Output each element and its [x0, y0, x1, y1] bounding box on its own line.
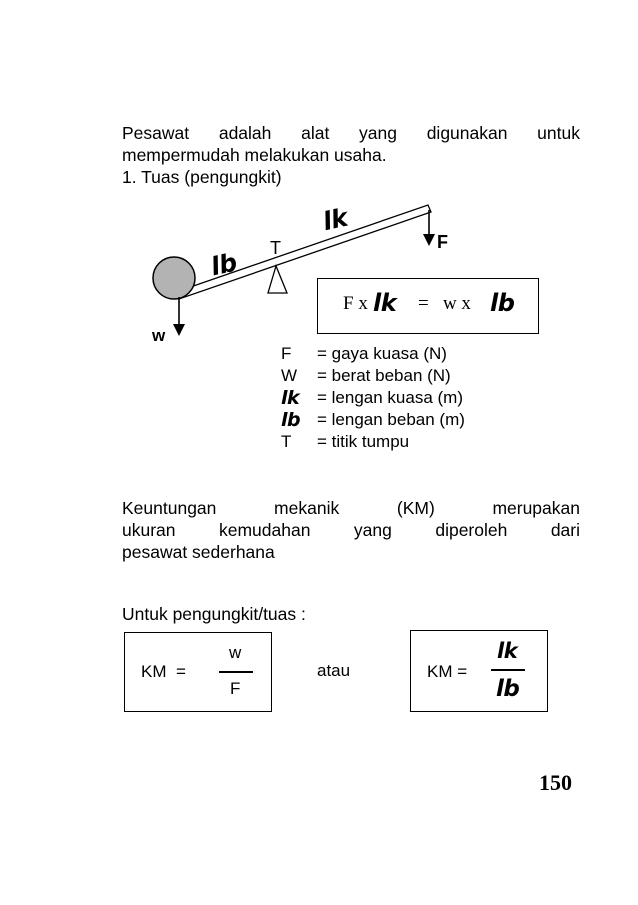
label-weight-w: w	[152, 326, 166, 345]
km-left-label: KM =	[141, 662, 186, 681]
km-right-numerator: lk	[497, 639, 518, 663]
weight-arrow-head	[173, 324, 185, 336]
legend-symbol: F	[281, 344, 292, 363]
legend-row	[281, 387, 465, 409]
formula-eq-w-x: = w x	[418, 293, 471, 314]
km-paragraph	[122, 497, 580, 563]
formula-lb: lb	[490, 289, 515, 317]
legend-desc: = berat beban (N)	[317, 366, 451, 385]
legend-desc: = titik tumpu	[317, 432, 410, 451]
km-line-2: ukuran kemudahan yang diperoleh dari	[122, 520, 580, 540]
fraction-bar	[219, 671, 253, 673]
label-lk: lk	[320, 202, 350, 237]
intro-line-1: Pesawat adalah alat yang digunakan untuk	[122, 123, 580, 143]
load-ball	[153, 257, 195, 299]
km-left-numerator: w	[229, 643, 242, 662]
lever-formula-box	[317, 278, 539, 334]
km-heading	[122, 603, 580, 625]
km-right-label: KM =	[427, 662, 468, 681]
km-formula-box-right	[410, 630, 548, 712]
section-heading: 1. Tuas (pengungkit)	[122, 167, 282, 187]
legend-desc: = gaya kuasa (N)	[317, 344, 447, 363]
label-fulcrum-t: T	[270, 238, 281, 258]
formula-f-x: F x	[343, 293, 368, 314]
km-formula-box-left	[124, 632, 272, 712]
fulcrum-triangle	[268, 266, 287, 293]
intro-line-2: mempermudah melakukan usaha.	[122, 145, 387, 165]
legend-symbol: lb	[281, 409, 301, 431]
legend-row	[281, 409, 465, 431]
fraction-bar	[491, 669, 525, 671]
formula-lk: lk	[373, 289, 397, 317]
legend-row	[281, 431, 465, 453]
legend-symbol: W	[281, 366, 298, 385]
km-line-1: Keuntungan mekanik (KM) merupakan	[122, 498, 580, 518]
force-arrow-head	[423, 234, 435, 246]
km-left-denominator: F	[230, 679, 241, 698]
atau-text: atau	[317, 661, 351, 680]
legend-desc: = lengan kuasa (m)	[317, 388, 463, 407]
label-force-f: F	[437, 232, 448, 252]
km-left-fraction	[219, 643, 253, 703]
km-line-3: pesawat sederhana	[122, 542, 275, 562]
legend-symbol: T	[281, 432, 292, 451]
km-right-denominator: lb	[496, 676, 520, 702]
legend-symbol: lk	[281, 387, 300, 409]
legend-row	[281, 365, 465, 387]
km-heading-text: Untuk pengungkit/tuas :	[122, 604, 306, 624]
label-lb: lb	[208, 247, 240, 282]
legend-row	[281, 343, 465, 365]
km-right-fraction	[491, 639, 525, 705]
page-number: 150	[539, 770, 572, 795]
symbol-legend	[281, 343, 465, 453]
legend-desc: = lengan beban (m)	[317, 410, 465, 429]
